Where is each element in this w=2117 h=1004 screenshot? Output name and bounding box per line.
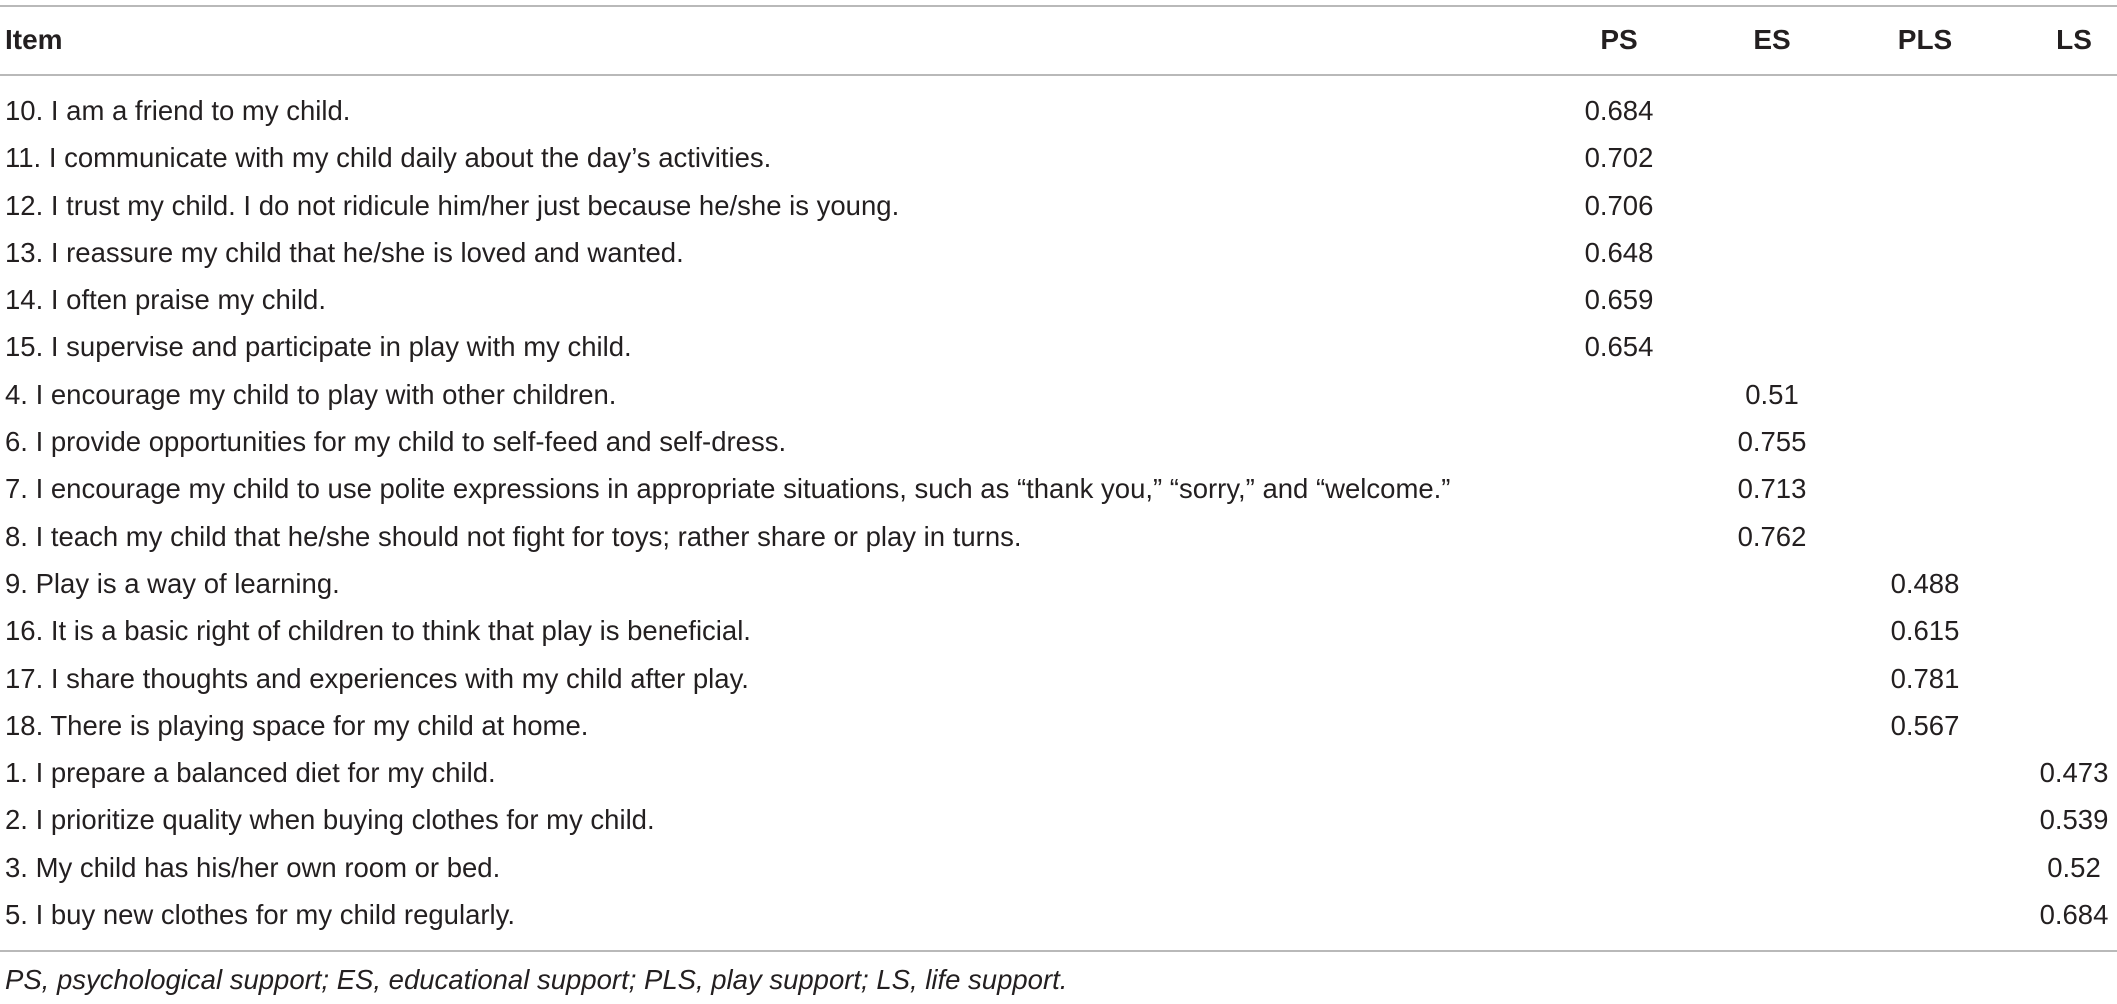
table-row [0,229,2117,276]
header-pls: PLS [1897,24,1953,55]
ls-cell [1974,371,2117,418]
es-cell: 0.713 [1737,473,1807,505]
ls-cell [1974,655,2117,702]
table-row [0,465,2117,512]
pls-cell: 0.567 [1890,709,1960,741]
table-row [0,134,2117,181]
ps-cell: 0.659 [1584,284,1654,316]
item-cell: 12. I trust my child. I do not ridicule him/her just because he/she is young. [5,189,900,221]
ls-cell [1974,229,2117,276]
item-cell: 18. There is playing space for my child at home. [5,709,589,741]
item-cell: 17. I share thoughts and experiences with my child after play. [5,662,749,694]
item-cell: 2. I prioritize quality when buying clothes for my child. [5,804,655,836]
item-cell: 13. I reassure my child that he/she is loved and wanted. [5,236,684,268]
item-cell: 10. I am a friend to my child. [5,95,351,126]
table-row [0,702,2117,749]
table-bottom-rule [0,950,2117,952]
header-ls: LS [2056,24,2092,55]
table-row [0,607,2117,654]
table-header-row [0,6,2117,74]
item-cell: 16. It is a basic right of children to think that play is beneficial. [5,615,751,647]
header-es: ES [1753,24,1791,55]
item-cell: 6. I provide opportunities for my child to self-feed and self-dress. [5,426,787,458]
header-item: Item [5,24,63,55]
ls-cell [1974,87,2117,134]
item-cell: 4. I encourage my child to play with other children. [5,378,617,410]
ls-cell [1974,560,2117,607]
table-row [0,796,2117,843]
ps-cell: 0.702 [1584,142,1654,174]
es-cell: 0.51 [1745,378,1799,410]
ps-cell: 0.654 [1584,331,1654,363]
pls-cell: 0.781 [1890,662,1960,694]
table-row [0,560,2117,607]
ls-cell: 0.539 [2039,804,2109,836]
table-row [0,655,2117,702]
header-ps: PS [1600,24,1638,55]
table-footnote: PS, psychological support; ES, educational support; PLS, play support; LS, life support. [5,964,1068,995]
item-cell: 5. I buy new clothes for my child regularly. [5,899,515,931]
table-row [0,844,2117,891]
es-cell: 0.762 [1737,520,1807,552]
ls-cell: 0.684 [2039,899,2109,931]
ls-cell: 0.473 [2039,757,2109,789]
item-cell: 1. I prepare a balanced diet for my child. [5,757,496,789]
ls-cell [1974,418,2117,465]
table-row [0,749,2117,796]
table-row [0,323,2117,370]
ls-cell [1974,465,2117,512]
es-cell: 0.755 [1737,426,1807,458]
ps-cell: 0.684 [1584,95,1654,126]
table-body [0,87,2117,938]
pls-cell: 0.615 [1890,615,1960,647]
table-row [0,418,2117,465]
item-cell: 9. Play is a way of learning. [5,567,340,599]
table-row [0,276,2117,323]
ls-cell [1974,323,2117,370]
ls-cell [1974,276,2117,323]
item-cell: 11. I communicate with my child daily about the day’s activities. [5,142,772,174]
ls-cell [1974,134,2117,181]
item-cell: 8. I teach my child that he/she should not fight for toys; rather share or play in turns. [5,520,1022,552]
table-row [0,182,2117,229]
table-row [0,891,2117,938]
table-header-rule [0,74,2117,76]
item-cell: 3. My child has his/her own room or bed. [5,851,501,883]
table-row [0,513,2117,560]
ls-cell [1974,702,2117,749]
ls-cell: 0.52 [2047,851,2101,883]
item-cell: 14. I often praise my child. [5,284,326,316]
table-row [0,87,2117,134]
ls-cell [1974,513,2117,560]
ls-cell [1974,607,2117,654]
pls-cell: 0.488 [1890,567,1960,599]
ps-cell: 0.706 [1584,189,1654,221]
ls-cell [1974,182,2117,229]
item-cell: 7. I encourage my child to use polite expressions in appropriate situations, such as “thank you,” “sorry,” and “welcome.” [5,473,1451,505]
ps-cell: 0.648 [1584,236,1654,268]
table-row [0,371,2117,418]
item-cell: 15. I supervise and participate in play with my child. [5,331,632,363]
